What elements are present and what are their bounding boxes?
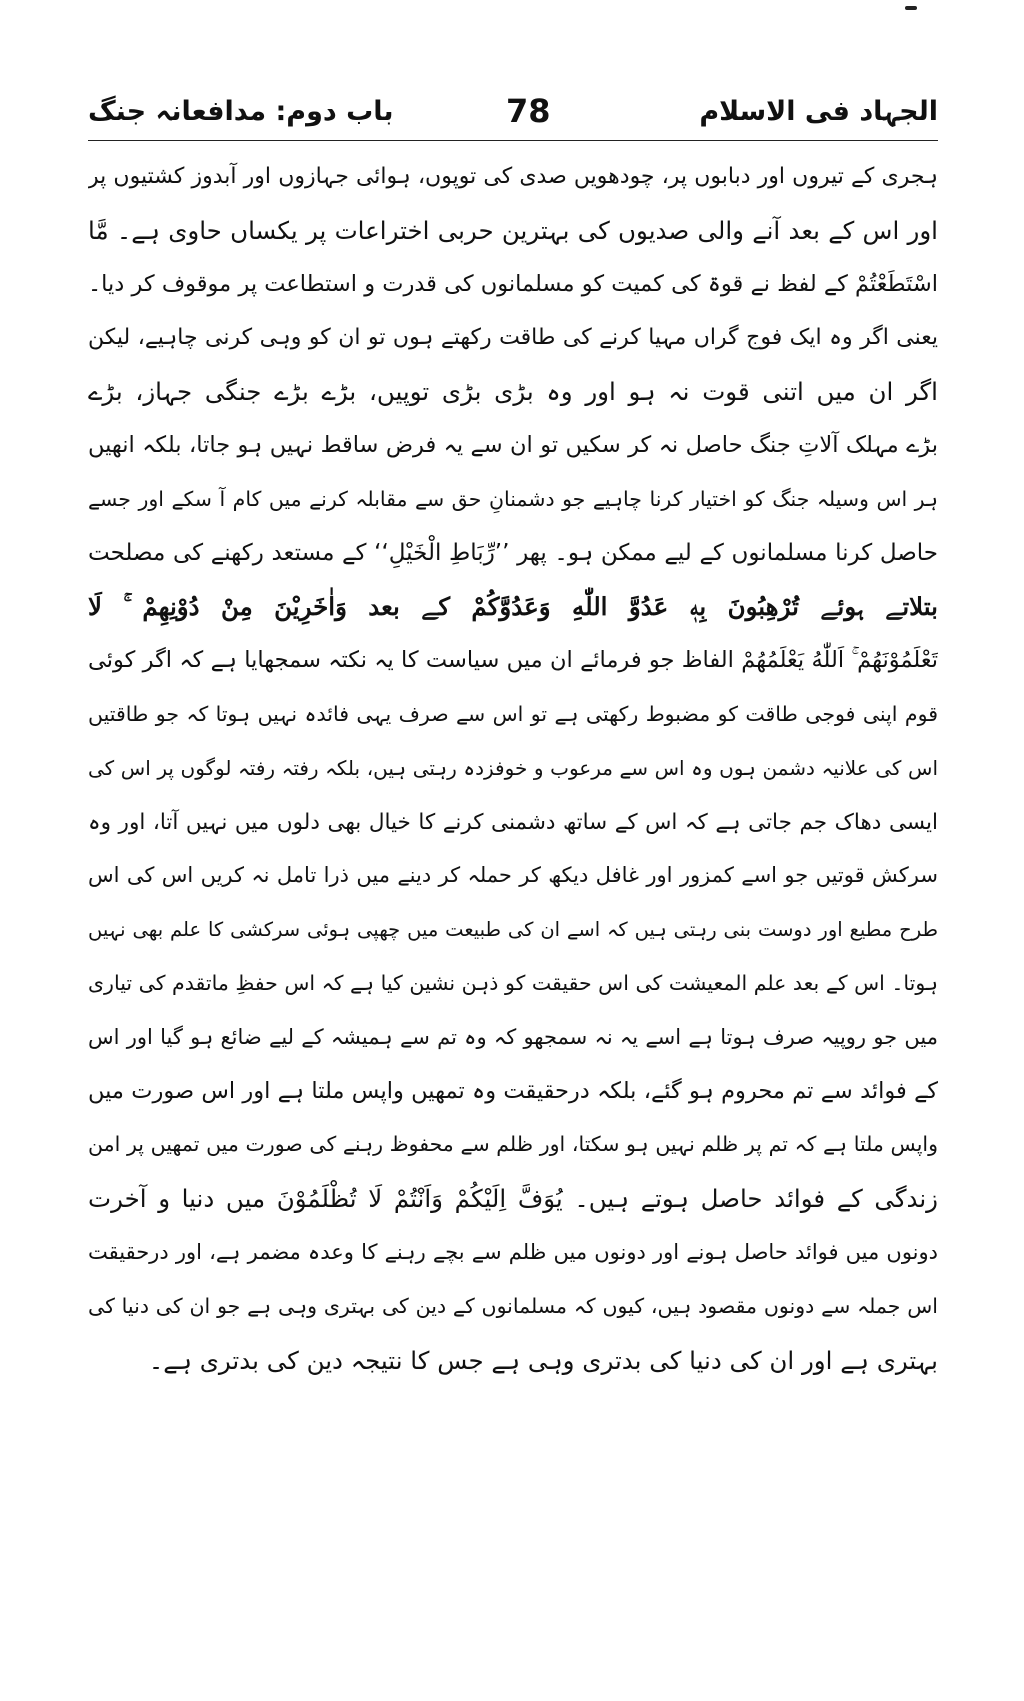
header-rule xyxy=(88,140,938,141)
text-line: ہجری کے تیروں اور دبابوں پر، چودھویں صدی کی توپوں، ہوائی جہازوں اور آبدوز کشتیوں پر xyxy=(88,164,938,189)
text-line: ایسی دھاک جم جاتی ہے کہ اس کے ساتھ دشمنی کرنے کا خیال بھی دلوں میں نہیں آتا، اور وہ xyxy=(88,809,938,835)
scan-mark xyxy=(905,6,917,10)
text-line: زندگی کے فوائد حاصل ہوتے ہیں۔ يُوَفَّ اِلَيْكُمْ وَاَنْتُمْ لَا تُظْلَمُوْنَ میں دنیا و آخرت xyxy=(88,1184,938,1214)
page-number: 78 xyxy=(506,92,551,130)
text-line: سرکش قوتیں جو اسے کمزور اور غافل دیکھ کر حملہ کر دینے میں ذرا تامل نہ کریں اس کی اس xyxy=(88,863,938,888)
text-line: دونوں میں فوائد حاصل ہونے اور دونوں میں ظلم سے بچے رہنے کا وعدہ مضمر ہے، اور درحقیقت xyxy=(88,1239,938,1264)
text-line: اور اس کے بعد آنے والی صدیوں کی بہترین حربی اختراعات پر یکساں حاوی ہے۔ مَّا xyxy=(88,215,938,245)
text-line-quranic: بتلاتے ہوئے تُرْهِبُونَ بِهٖ عَدُوَّ اللّٰهِ وَعَدُوَّكُمْ کے بعد وَاٰخَرِيْنَ مِنْ دُوْنِهِمْ ۚ لَا xyxy=(88,592,938,622)
text-line: ہوتا۔ اس کے بعد علم المعیشت کی اس حقیقت کو ذہن نشین کیا ہے کہ اس حفظِ ماتقدم کی تیاری xyxy=(88,970,938,995)
chapter-title: باب دوم: مدافعانہ جنگ xyxy=(88,96,394,127)
text-line: اس جملہ سے دونوں مقصود ہیں، کیوں کہ مسلمانوں کے دین کی بہتری وہی ہے جو ان کی دنیا کی xyxy=(88,1293,938,1318)
text-line: اسْتَطَعْتُمْ کے لفظ نے قوۃ کی کمیت کو مسلمانوں کی قدرت و استطاعت پر موقوف کر دیا۔ xyxy=(88,270,938,297)
text-line: یعنی اگر وہ ایک فوج گراں مہیا کرنے کی طاقت رکھتے ہوں تو ان کو وہی کرنی چاہیے، لیکن xyxy=(88,325,938,351)
text-line: اس کی علانیہ دشمن ہوں وہ اس سے مرعوب و خوفزدہ رہتی ہیں، بلکہ رفتہ رفتہ لوگوں پر اس کی xyxy=(88,755,938,780)
book-title: الجہاد فی الاسلام xyxy=(699,96,938,127)
text-line: اگر ان میں اتنی قوت نہ ہو اور وہ بڑی بڑی توپیں، بڑے بڑے جنگی جہاز، بڑے xyxy=(88,377,938,407)
text-line-final: بہتری ہے اور ان کی دنیا کی بدتری وہی ہے جس کا نتیجہ دین کی بدتری ہے۔ xyxy=(148,1345,938,1375)
running-header xyxy=(88,92,938,142)
body-text xyxy=(88,150,938,1387)
text-line: ہر اس وسیلہ جنگ کو اختیار کرنا چاہیے جو دشمنانِ حق سے مقابلہ کرنے میں کام آ سکے اور جسے xyxy=(88,486,938,511)
text-line: تَعْلَمُوْنَهُمْ ۚ اَللّٰهُ يَعْلَمُهُمْ الفاظ جو فرمائے ان میں سیاست کا یہ نکتہ سمجھایا ہے کہ اگر کوئی xyxy=(88,647,938,674)
text-line: بڑے مہلک آلاتِ جنگ حاصل نہ کر سکیں تو ان سے یہ فرض ساقط نہیں ہو جاتا، بلکہ انھیں xyxy=(88,431,938,458)
text-line: طرح مطیع اور دوست بنی رہتی ہیں کہ اسے ان کی طبیعت میں چھپی ہوئی سرکشی کا علم بھی نہیں xyxy=(88,918,938,942)
text-line: میں جو روپیہ صرف ہوتا ہے اسے یہ نہ سمجھو کہ وہ تم سے ہمیشہ کے لیے ضائع ہو گیا اور اس xyxy=(88,1024,938,1049)
text-line: حاصل کرنا مسلمانوں کے لیے ممکن ہو۔ پھر ’’رِّبَاطِ الْخَيْلِ‘‘ کے مستعد رکھنے کی مصلحت xyxy=(88,539,938,566)
text-line: واپس ملتا ہے کہ تم پر ظلم نہیں ہو سکتا، اور ظلم سے محفوظ رہنے کی صورت میں تمھیں پر امن xyxy=(88,1132,938,1157)
text-line: کے فوائد سے تم محروم ہو گئے، بلکہ درحقیقت وہ تمھیں واپس ملتا ہے اور اس صورت میں xyxy=(88,1077,938,1104)
text-line: قوم اپنی فوجی طاقت کو مضبوط رکھتی ہے تو اس سے صرف یہی فائدہ نہیں ہوتا کہ جو طاقتیں xyxy=(88,701,938,726)
